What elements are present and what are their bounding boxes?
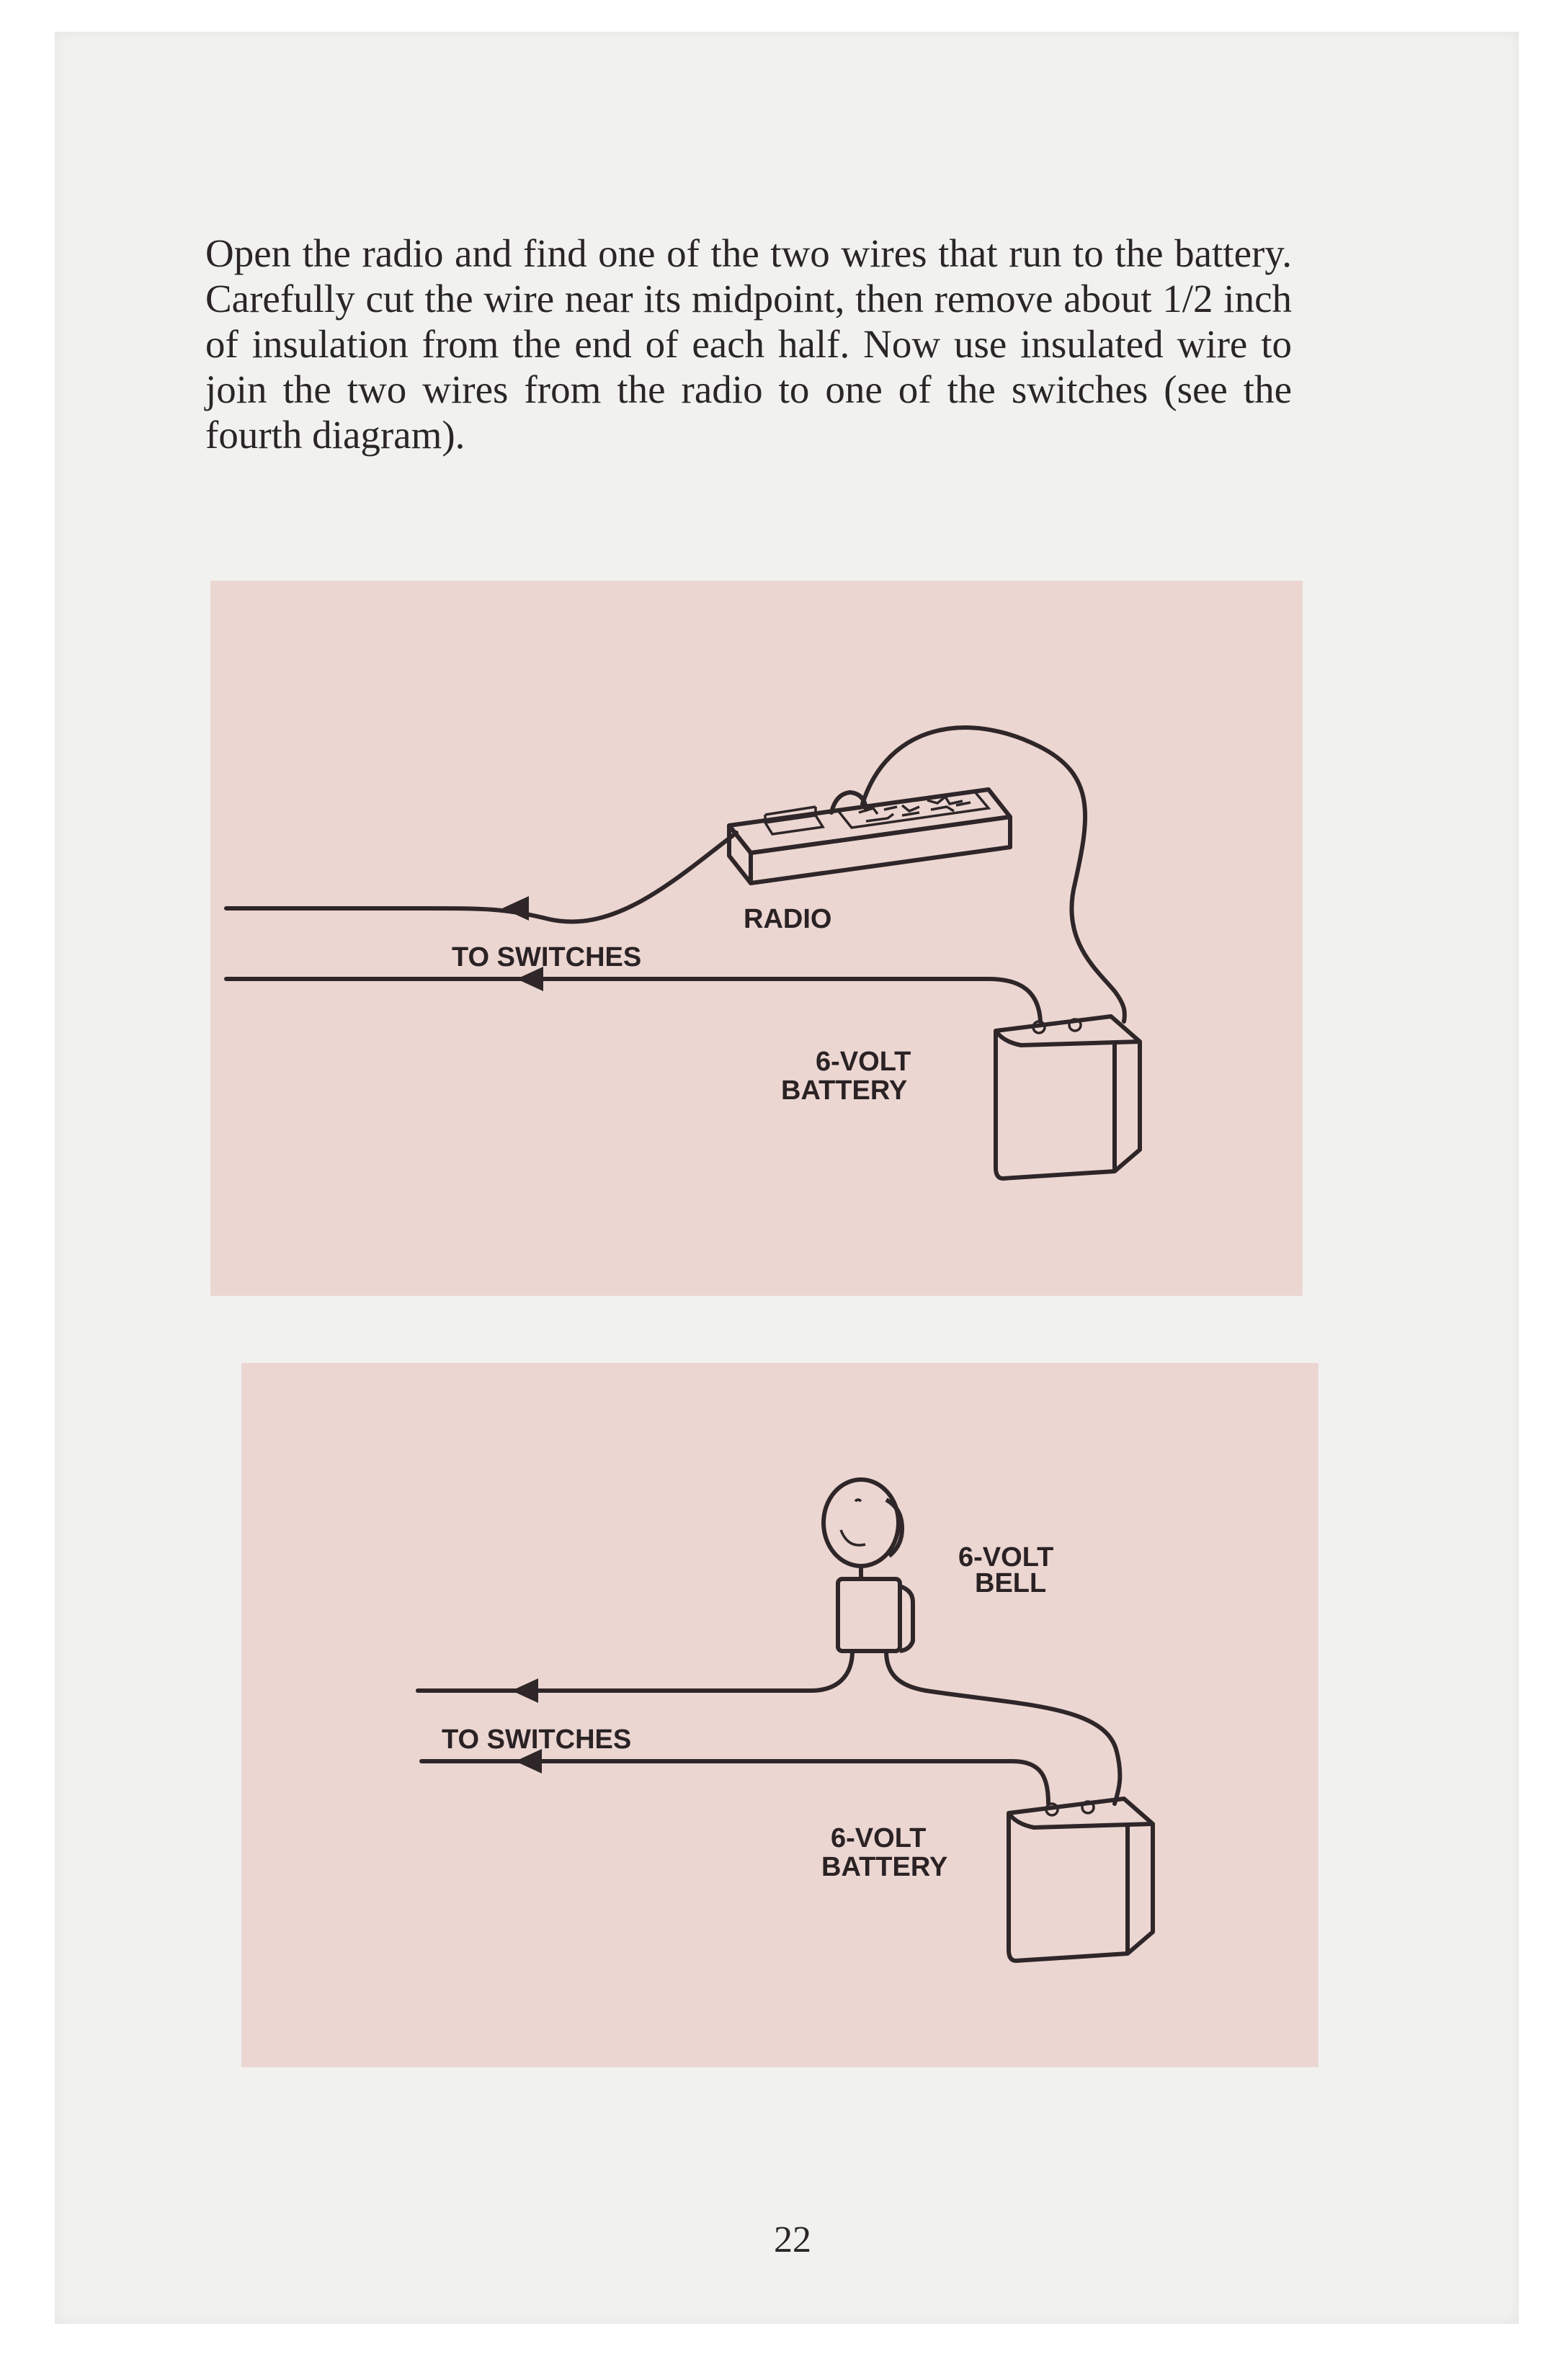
battery-label-line1: 6-VOLT	[816, 1047, 911, 1077]
to-switches-label: TO SWITCHES	[442, 1724, 632, 1755]
bell-wiring-diagram	[241, 1363, 1319, 2067]
body-paragraph: Open the radio and find one of the two wires that run to the battery. Carefully cut the wire near its midpoint, then remove about 1/2 inch of insulation from the end of each half. Now use insulated wire to join the two wires from the radio to one of the switches (see the fourth diagram).	[205, 231, 1292, 457]
battery-icon	[1009, 1799, 1153, 1961]
battery-label-line2: BATTERY	[821, 1852, 948, 1882]
radio-wiring-diagram	[210, 581, 1303, 1296]
page-number: 22	[774, 2219, 811, 2260]
bell-icon	[824, 1480, 913, 1651]
battery-label-line2: BATTERY	[781, 1075, 908, 1106]
radio-wiring-svg	[210, 581, 1303, 1296]
bell-label-line2: BELL	[975, 1568, 1047, 1598]
radio-icon	[729, 789, 1010, 883]
radio-label: RADIO	[744, 904, 832, 934]
battery-label-line1: 6-VOLT	[831, 1823, 927, 1853]
bell-label-line1: 6-VOLT	[958, 1542, 1054, 1572]
to-switches-label: TO SWITCHES	[452, 942, 642, 972]
arrow-icon	[502, 896, 529, 921]
battery-icon	[996, 1016, 1140, 1178]
arrow-icon	[512, 1678, 538, 1703]
bell-wiring-svg	[241, 1363, 1319, 2067]
